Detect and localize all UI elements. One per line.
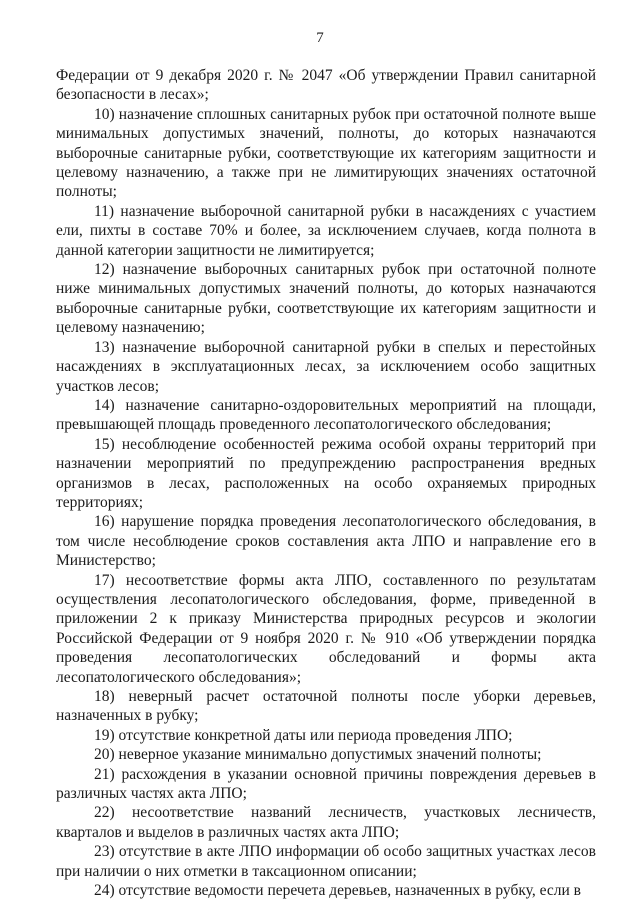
list-item: 14) назначение санитарно-оздоровительных мероприятий на площади, превышающей площадь проведенного лесопатологического обследования;: [56, 396, 596, 434]
list-item: 22) несоответствие названий лесничеств, участковых лесничеств, кварталов и выделов в различных частях акта ЛПО;: [56, 804, 596, 841]
list-item: 17) несоответствие формы акта ЛПО, составленного по результатам осуществления лесопатологического обследования, форме, приведенной в приложении 2 к приказу Министерства природных ресурсов и экологии Российской Федерации от 9 ноября 2020 г. № 910 «Об утверждении порядка проведения лесопатологических обследований и формы акта лесопатологического обследования»;: [56, 571, 596, 686]
list-item: 15) несоблюдение особенностей режима особой охраны территорий при назначении мероприятий по предупреждению распространения вредных организмов в лесах, расположенных на особо охраняемых природных территориях;: [56, 435, 596, 511]
page-number: 7: [316, 30, 324, 46]
list-item: 18) неверный расчет остаточной полноты после уборки деревьев, назначенных в рубку;: [56, 688, 596, 725]
list-item: 13) назначение выборочной санитарной рубки в спелых и перестойных насаждениях в эксплуатационных лесах, за исключением особо защитных участков лесов;: [56, 338, 596, 395]
intro-paragraph: Федерации от 9 декабря 2020 г. № 2047 «Об утверждении Правил санитарной безопасности в лесах»;: [56, 67, 596, 104]
list-item: 19) отсутствие конкретной даты или периода проведения ЛПО;: [94, 726, 513, 744]
list-item: 23) отсутствие в акте ЛПО информации об особо защитных участках лесов при наличии о них отметки в таксационном описании;: [56, 843, 596, 880]
list-item: 20) неверное указание минимально допустимых значений полноты;: [94, 746, 542, 764]
list-item: 12) назначение выборочных санитарных рубок при остаточной полноте ниже минимальных допустимых значений полноты, до которых назначаются выборочные санитарные рубки, соответствующие их категориям защитности и целевому назначению;: [56, 261, 596, 337]
list-item: 24) отсутствие ведомости перечета деревьев, назначенных в рубку, если в: [94, 882, 581, 900]
list-item: 21) расхождения в указании основной причины повреждения деревьев в различных частях акта ЛПО;: [56, 765, 596, 803]
list-item: 16) нарушение порядка проведения лесопатологического обследования, в том числе несоблюдение сроков составления акта ЛПО и направление его в Министерство;: [56, 513, 596, 570]
document-body: [56, 66, 596, 900]
list-item: 10) назначение сплошных санитарных рубок при остаточной полноте выше минимальных допустимых значений, полноты, до которых назначаются выборочные санитарные рубки, соответствующие их категориям защитности и целевому назначению, а также при не лимитирующих значениях остаточной полноты;: [56, 105, 596, 201]
list-item: 11) назначение выборочной санитарной рубки в насаждениях с участием ели, пихты в составе 70% и более, за исключением случаев, когда полнота в данной категории защитности не лимитируется;: [56, 202, 596, 259]
